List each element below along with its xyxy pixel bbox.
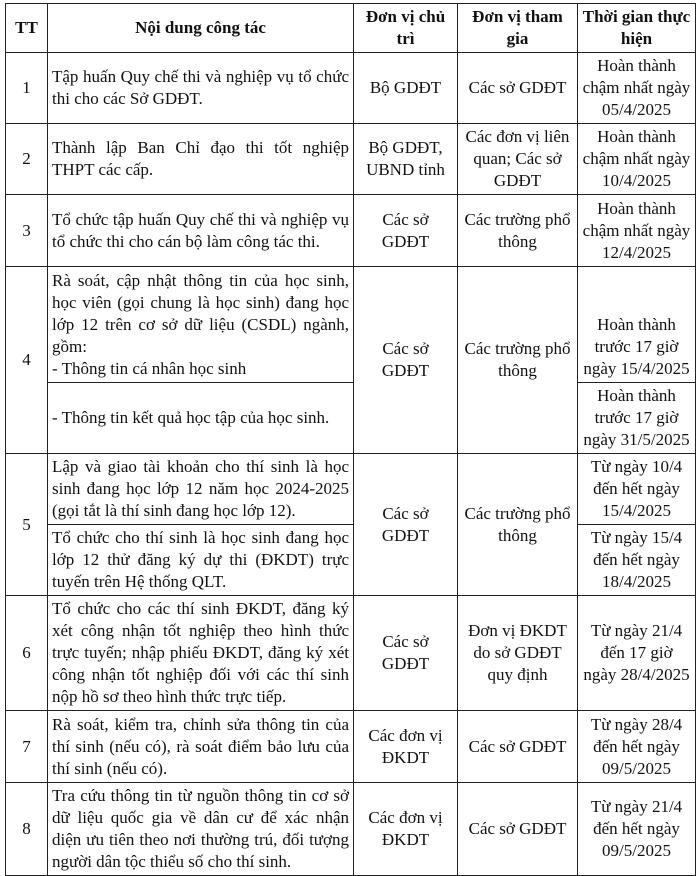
- task-content: Tổ chức tập huấn Quy chế thi và nghiệp vụ tổ chức thi cho cán bộ làm công tác thi.: [48, 195, 354, 267]
- deadline: Từ ngày 21/4 đến 17 giờ ngày 28/4/2025: [578, 596, 696, 711]
- row-number: 1: [6, 53, 48, 124]
- task-content-item: - Thông tin kết quả học tập của học sinh.: [48, 383, 354, 454]
- deadline: Từ ngày 10/4 đến hết ngày 15/4/2025: [578, 454, 696, 525]
- table-row: [6, 783, 696, 876]
- task-content: [48, 267, 354, 383]
- table-row: [6, 525, 696, 596]
- table-row: [6, 711, 696, 783]
- row-number: 5: [6, 454, 48, 596]
- lead-unit: Các sở GDĐT: [354, 267, 458, 454]
- lead-unit: Các đơn vị ĐKDT: [354, 783, 458, 876]
- task-content: Tra cứu thông tin từ nguồn thông tin cơ sở dữ liệu quốc gia về dân cư để xác nhận diện ưu tiên theo nơi thường trú, đối tượng người dân tộc thiểu số cho thí sinh.: [48, 783, 354, 876]
- participating-unit: Các đơn vị liên quan; Các sở GDĐT: [458, 124, 578, 195]
- participating-unit: Các sở GDĐT: [458, 53, 578, 124]
- row-number: 7: [6, 711, 48, 783]
- participating-unit: Các trường phổ thông: [458, 454, 578, 596]
- lead-unit: Các đơn vị ĐKDT: [354, 711, 458, 783]
- lead-unit: Các sở GDĐT: [354, 596, 458, 711]
- row-number: 4: [6, 267, 48, 454]
- table-row: [6, 124, 696, 195]
- task-content: Tổ chức cho các thí sinh ĐKDT, đăng ký xét công nhận tốt nghiệp theo hình thức trực tuyến; nhập phiếu ĐKDT, đăng ký xét công nhận tốt nghiệp đối với các thí sinh nộp hồ sơ theo hình thức trực tiếp.: [48, 596, 354, 711]
- task-content: Tổ chức cho thí sinh là học sinh đang học lớp 12 thử đăng ký dự thi (ĐKDT) trực tuyến trên Hệ thống QLT.: [48, 525, 354, 596]
- row-number: 6: [6, 596, 48, 711]
- task-content-item: - Thông tin cá nhân học sinh: [52, 358, 247, 378]
- lead-unit: Bộ GDĐT: [354, 53, 458, 124]
- lead-unit: Các sở GDĐT: [354, 195, 458, 267]
- table-row: [6, 454, 696, 525]
- lead-unit: Các sở GDĐT: [354, 454, 458, 596]
- task-content: Tập huấn Quy chế thi và nghiệp vụ tổ chức thi cho các Sở GDĐT.: [48, 53, 354, 124]
- header-row: [6, 4, 696, 53]
- header-content: Nội dung công tác: [48, 4, 354, 53]
- participating-unit: Các trường phổ thông: [458, 195, 578, 267]
- row-number: 2: [6, 124, 48, 195]
- task-content-intro: Rà soát, cập nhật thông tin của học sinh, học viên (gọi chung là học sinh) đang học lớp 12 trên cơ sở dữ liệu (CSDL) ngành, gồm:: [52, 270, 349, 356]
- header-tt: TT: [6, 4, 48, 53]
- table-row: [6, 267, 696, 383]
- deadline: Hoàn thành chậm nhất ngày 12/4/2025: [578, 195, 696, 267]
- lead-unit: Bộ GDĐT, UBND tỉnh: [354, 124, 458, 195]
- participating-unit: Các sở GDĐT: [458, 783, 578, 876]
- header-lead-unit: Đơn vị chủ trì: [354, 4, 458, 53]
- deadline: Hoàn thành chậm nhất ngày 05/4/2025: [578, 53, 696, 124]
- task-content: Lập và giao tài khoản cho thí sinh là học sinh đang học lớp 12 năm học 2024-2025 (gọi tắt là thí sinh đang học lớp 12).: [48, 454, 354, 525]
- deadline: Hoàn thành trước 17 giờ ngày 31/5/2025: [578, 383, 696, 454]
- table-row: [6, 195, 696, 267]
- deadline: Từ ngày 21/4 đến hết ngày 09/5/2025: [578, 783, 696, 876]
- table-row: [6, 596, 696, 711]
- deadline: Từ ngày 15/4 đến hết ngày 18/4/2025: [578, 525, 696, 596]
- task-content: Thành lập Ban Chỉ đạo thi tốt nghiệp THPT các cấp.: [48, 124, 354, 195]
- row-number: 3: [6, 195, 48, 267]
- deadline: Từ ngày 28/4 đến hết ngày 09/5/2025: [578, 711, 696, 783]
- header-participating-unit: Đơn vị tham gia: [458, 4, 578, 53]
- participating-unit: Các trường phổ thông: [458, 267, 578, 454]
- table-row: [6, 383, 696, 454]
- deadline: Hoàn thành chậm nhất ngày 10/4/2025: [578, 124, 696, 195]
- task-content: Rà soát, kiểm tra, chỉnh sửa thông tin của thí sinh (nếu có), rà soát điểm bảo lưu của thí sinh (nếu có).: [48, 711, 354, 783]
- header-time: Thời gian thực hiện: [578, 4, 696, 53]
- participating-unit: Các sở GDĐT: [458, 711, 578, 783]
- table-row: [6, 53, 696, 124]
- schedule-table: [5, 3, 696, 876]
- deadline: Hoàn thành trước 17 giờ ngày 15/4/2025: [578, 267, 696, 383]
- participating-unit: Đơn vị ĐKDT do sở GDĐT quy định: [458, 596, 578, 711]
- row-number: 8: [6, 783, 48, 876]
